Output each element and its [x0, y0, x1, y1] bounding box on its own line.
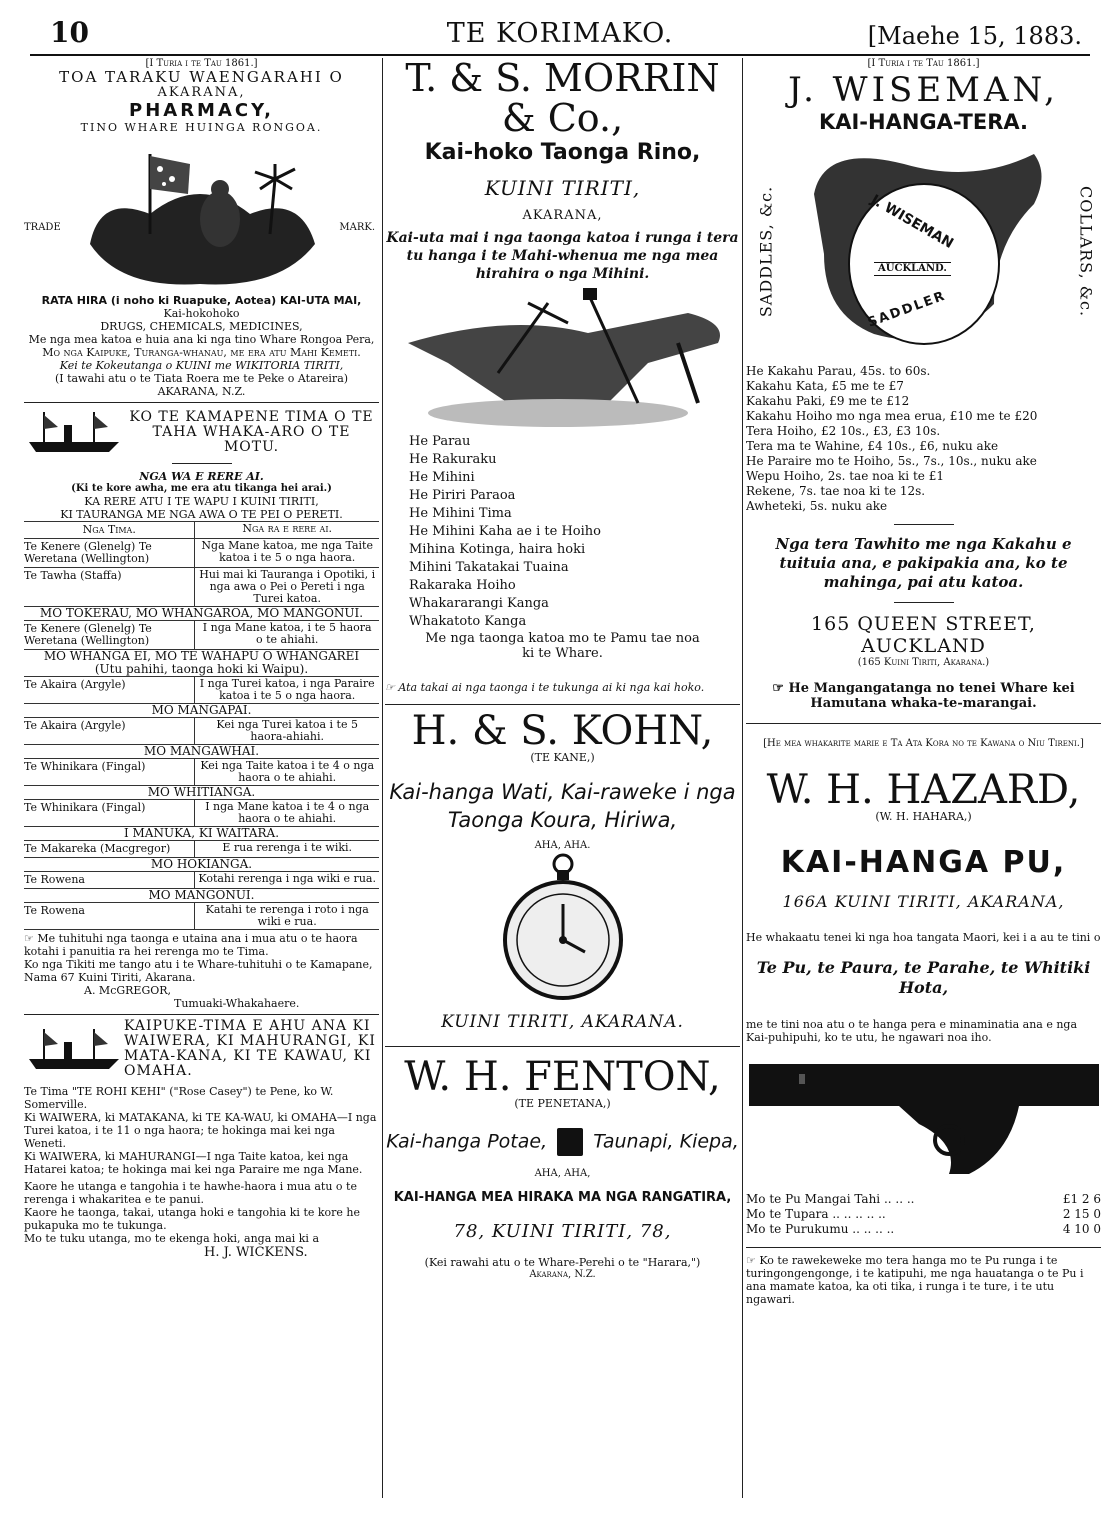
list-item: He Kakahu Parau, 45s. to 60s. — [746, 364, 931, 378]
morrin-ad: T. & S. MORRIN & Co., Kai-hoko Taonga Rino, KUINI TIRITI, AKARANA, Kai-uta mai i nga taonga katoa i runga i tera tu hanga i te Mahi-whenua me nga mea hirahira o nga Mihini. He Parau He Rakuraku He Mihini He Piriri Paraoa He Mihini Tima He Mihini Kaha ae i te Hoiho Mihina Kotinga, haira hoki Mihini Takatakai Tuaina Rakaraka Hoiho Whakararangi Kanga Whakatoto Kanga Me nga taonga katoa mo te Pamu tae noa ki te Whare. ☞ Ata takai ai nga taonga i te tukunga ai ki nga kai hoko. — [385, 58, 739, 694]
list-item: Kakahu Paki, £9 me te £12 — [746, 394, 910, 408]
column-1 — [24, 58, 379, 1498]
established-note: [I Turia i te Tau 1861.] — [145, 58, 258, 69]
list-item: Tera Hoiho, £2 10s., £3, £3 10s. — [746, 424, 941, 438]
column-rule — [742, 58, 743, 1498]
kiwi-flag-emblem-icon — [80, 134, 320, 294]
fenton-ad: W. H. FENTON, (TE PENETANA,) Kai-hanga Potae, Taunapi, Kiepa, AHA, AHA, KAI-HANGA MEA HIRAKA MA NGA RANGATIRA, 78, KUINI TIRITI, 78, (Kei rawahi atu o te Whare-Perehi o te "Harara,") Akarana, N.Z. — [386, 1054, 739, 1280]
pharmacy-ad — [24, 58, 379, 398]
trade-mark-illustration — [24, 134, 379, 294]
list-item: Whakararangi Kanga — [409, 596, 549, 611]
stamp-trade: SADDLER — [865, 288, 949, 331]
pointing-hand-icon: ☞ — [385, 681, 399, 694]
list-item: He Parau — [409, 434, 471, 449]
timetable-header: Nga Tima. Nga ra e rere ai. — [24, 522, 379, 539]
saddle-icon — [794, 134, 1054, 364]
pointing-hand-icon: ☞ — [24, 932, 38, 945]
gun-price-list — [746, 1192, 1101, 1237]
sailing-times: NGA WA E RERE AI. — [139, 470, 264, 483]
waiwera-heading: KAIPUKE-TIMA E AHU ANA KI WAIWERA, KI MAHURANGI, KI MATA-KANA, KI TE KAWAU, KI OMAHA. — [124, 1018, 376, 1079]
pocket-watch-icon — [493, 852, 633, 1002]
table-row: Te Tawha (Staffa) Hui mai ki Tauranga i Opotiki, i nga awa o Pei o Pereti i nga Turei katoa. — [24, 568, 379, 607]
wiseman-sub: KAI-HANGA-TERA. — [818, 110, 1029, 134]
table-row: Te Rowena Katahi te rerenga i roto i nga wiki e rua. — [24, 903, 379, 930]
list-item: Rekene, 7s. tae noa ki te 12s. — [746, 484, 926, 498]
kohn-heading: H. & S. KOHN, — [411, 708, 714, 754]
pharmacy-line1: TOA TARAKU WAENGARAHI O — [59, 68, 344, 86]
column-3 — [746, 58, 1101, 1498]
stamp-name: J. WISEMAN — [868, 192, 957, 252]
shotgun-icon — [749, 1044, 1099, 1184]
list-item: He Mihini Tima — [409, 506, 512, 521]
saddlery-price-list — [746, 364, 1101, 514]
wiseman-address: 165 QUEEN STREET, AUCKLAND — [811, 613, 1036, 657]
list-item: Mihini Takatakai Tuaina — [409, 560, 569, 575]
pharmacy-body: RATA HIRA (i noho ki Ruapuke, Aotea) KAI-UTA MAI, Kai-hokohoko DRUGS, CHEMICALS, MEDICINES, Me nga mea katoa e huia ana ki nga tino Whare Rongoa Pera, Mo nga Kaipuke, Turanga-whanau, me era atu Mahi Kemeti. Kei te Kokeutanga o KUINI me WIKITORIA TIRITI, (I tawahi atu o te Tiata Roera me te Peke o Atareira) AKARANA, N.Z. — [28, 294, 375, 398]
table-row: Te Kenere (Glenelg) Te Weretana (Wellington) Nga Mane katoa, me nga Taite katoa i te 5 o nga haora. — [24, 539, 379, 568]
list-item: He Mihini — [409, 470, 475, 485]
issue-date: [Maehe 15, 1883. — [867, 22, 1082, 50]
mark-label: MARK. — [339, 222, 375, 233]
table-row: Te Whinikara (Fingal) Kei nga Taite katoa i te 4 o nga haora o te ahiahi. — [24, 759, 379, 786]
hazard-heading: W. H. HAZARD, — [766, 767, 1081, 813]
pharmacy-sub: TINO WHARE HUINGA RONGOA. — [80, 121, 323, 134]
saddle-repair-note: Nga tera Tawhito me nga Kakahu e tuituia ana, e pakipakia ana, ko te mahinga, pai atu katoa. — [775, 535, 1072, 591]
collars-label: COLLARS, &c. — [1076, 185, 1096, 318]
masthead — [30, 14, 1090, 56]
hazard-title: KAI-HANGA PU, — [780, 845, 1067, 880]
table-row: Te Akaira (Argyle) I nga Turei katoa, i nga Paraire katoa i te 5 o nga haora. — [24, 677, 379, 704]
list-item: Kakahu Hoiho mo nga mea erua, £10 me te £20 — [746, 409, 1038, 423]
table-row: Te Whinikara (Fingal) I nga Mane katoa i te 4 o nga haora o te ahiahi. — [24, 800, 379, 827]
morrin-sub: Kai-hoko Taonga Rino, — [424, 140, 701, 165]
kohn-address: KUINI TIRITI, AKARANA. — [441, 1012, 684, 1032]
trade-label: TRADE — [24, 222, 61, 233]
plough-tools-icon — [388, 283, 738, 433]
wiseman-ad: [I Turia i te Tau 1861.] J. WISEMAN, KAI-HANGA-TERA. SADDLES, &c. COLLARS, &c. J. WISEMAN AUCKLAND. SADDLER He Kakahu Parau, 45s. to 60s. Kakahu Kata, £5 me te £7 Kakahu Paki, £9 me te £12 Kakahu Hoiho mo nga mea erua, £10 me te £20 Tera Hoiho, £2 10s., £3, £3 10s. Tera ma te Wahine, £4 10s., £6, nuku ake He Paraire mo te Hoiho, 5s., 7s., 10s., nuku ake Wepu Hoiho, 2s. tae noa ki te £1 Rekene, 7s. tae noa ki te 12s. Awheteki, 5s. nuku ake Nga tera Tawhito me nga Kakahu e tuituia ana, e pakipakia ana, ko te mahinga, pai atu katoa. 165 QUEEN STREET, AUCKLAND (165 Kuini Tiriti, Akarana.) ☞ He Mangangatanga no tenei Whare kei Hamutana whaka-te-marangai. — [746, 58, 1101, 711]
list-item: He Paraire mo te Hoiho, 5s., 7s., 10s., nuku ake — [746, 454, 1037, 468]
saddles-label: SADDLES, &c. — [756, 185, 776, 318]
hazard-ad: [He mea whakarite marie e Ta Ata Kora no te Kawana o Niu Tireni.] W. H. HAZARD, (W. H. HAHARA,) KAI-HANGA PU, 166A KUINI TIRITI, AKARANA, He whakaatu tenei ki nga hoa tangata Maori, kei i a au te tini o Te Pu, te Paura, te Parahe, te Whitiki Hota, me te tini noa atu o te hanga pera e minaminatia ana e nga Kai-puhipuhi, ko te utu, he ngawari noa iho. Mo te Pu Mangai Tahi .. .. .. £1 2 6 Mo te Tupara .. .. .. .. .. 2 15 0 Mo te Purukumu .. .. .. .. 4 10 0 ☞ Ko te rawekeweke mo tera hanga mo te Pu runga i te turingongengonge, i te katipuhi, me nga hauatanga o te Pu i ana mamate katoa, ka oti tika, i runga i te ture, i te utu ngawari. — [746, 738, 1101, 1306]
column-rule — [382, 58, 383, 1498]
pointing-hand-icon: ☞ — [772, 681, 789, 696]
list-item: Mo te Pu Mangai Tahi .. .. .. £1 2 6 — [746, 1192, 1101, 1206]
signature: H. J. WICKENS. — [204, 1245, 308, 1260]
list-item: He Mihini Kaha ae i te Hoiho — [409, 524, 601, 539]
newspaper-title: TE KORIMAKO. — [446, 18, 674, 49]
table-row: Te Akaira (Argyle) Kei nga Turei katoa i te 5 haora-ahiahi. — [24, 718, 379, 745]
pharmacy-heading: PHARMACY, — [129, 100, 274, 121]
list-item: Mo te Purukumu .. .. .. .. 4 10 0 — [746, 1222, 1101, 1236]
fenton-heading: W. H. FENTON, — [404, 1054, 721, 1100]
stamp-city: AUCKLAND. — [874, 262, 951, 276]
page-number: 10 — [50, 16, 89, 49]
list-item: Awheteki, 5s. nuku ake — [746, 499, 888, 513]
list-item: Rakaraka Hoiho — [409, 578, 516, 593]
list-item: Mihina Kotinga, haira hoki — [409, 542, 586, 557]
fenton-address: 78, KUINI TIRITI, 78, — [453, 1221, 672, 1242]
wiseman-heading: J. WISEMAN, — [788, 70, 1059, 110]
waiwera-steamship-ad: KAIPUKE-TIMA E AHU ANA KI WAIWERA, KI MAHURANGI, KI MATA-KANA, KI TE KAWAU, KI OMAHA. Te Tima "TE ROHI KEHI" ("Rose Casey") te Pene, ko W. Somerville. Ki WAIWERA, ki MATAKANA, ki TE KA-WAU, ki OMAHA—I nga Turei katoa, i te 11 o nga haora; te hokinga mai kei nga Weneti. Ki WAIWERA, ki MAHURANGI—I nga Taite katoa, kei nga Hatarei katoa; te hokinga mai kei nga Paraire me nga Mane. Kaore he utanga e tangohia i te hawhe-haora i mua atu o te rerenga i whakaritea e te panui. Kaore he taonga, takai, utanga hoki e tangohia ki te kore he pukapuka mo te tukunga. Mo te tuku utanga, mo te ekenga hoki, anga mai ki a H. J. WICKENS. — [24, 1019, 379, 1260]
kohn-ad: H. & S. KOHN, (TE KANE,) Kai-hanga Wati, Kai-raweke i nga Taonga Koura, Hiriwa, AHA, AHA. KUINI TIRITI, AKARANA. — [385, 711, 740, 1032]
steamship-icon — [24, 407, 124, 457]
saddle-illustration — [746, 134, 1101, 364]
list-item: He Rakuraku — [409, 452, 497, 467]
morrin-heading: T. & S. MORRIN & Co., — [405, 58, 720, 140]
list-item: Kakahu Kata, £5 me te £7 — [746, 379, 904, 393]
kohn-desc: Kai-hanga Wati, Kai-raweke i nga Taonga Koura, Hiriwa, — [389, 780, 736, 832]
table-row: Te Makareka (Macgregor) E rua rerenga i te wiki. — [24, 841, 379, 858]
column-2 — [385, 58, 740, 1498]
table-row: Te Kenere (Glenelg) Te Weretana (Wellington) I nga Mane katoa, i te 5 haora o te ahiahi. — [24, 621, 379, 650]
implement-list — [385, 433, 740, 631]
list-item: He Piriri Paraoa — [409, 488, 516, 503]
table-row: Te Rowena Kotahi rerenga i nga wiki e rua. — [24, 872, 379, 889]
list-item: Tera ma te Wahine, £4 10s., £6, nuku ake — [746, 439, 999, 453]
steamship-heading: KO TE KAMAPENE TIMA O TE TAHA WHAKA-ARO O TE MOTU. — [129, 408, 374, 455]
pharmacy-line2: AKARANA, — [157, 85, 246, 100]
list-item: Whakatoto Kanga — [409, 614, 527, 629]
top-hat-icon — [557, 1128, 583, 1156]
fenton-line: KAI-HANGA MEA HIRAKA MA NGA RANGATIRA, — [393, 1190, 732, 1205]
list-item: Mo te Tupara .. .. .. .. .. 2 15 0 — [746, 1207, 1101, 1221]
steamship-company-ad: KO TE KAMAPENE TIMA O TE TAHA WHAKA-ARO O TE MOTU. NGA WA E RERE AI. (Ki te kore awha, me era atu tikanga hei arai.) KA RERE ATU I TE WAPU I KUINI TIRITI, KI TAURANGA ME NGA AWA O TE PEI O PERETI. Nga Tima. Nga ra e rere ai. Te Kenere (Glenelg) Te Weretana (Wellington) Nga Mane katoa, me nga Taite katoa i te 5 o nga haora. Te Tawha (Staffa) Hui mai ki Tauranga i Opotiki, i nga awa o Pei o Pereti i nga Turei katoa. MO TOKERAU, MO WHANGAROA, MO MANGONUI. Te Kenere (Glenelg) Te Weretana (Wellington) I nga Mane katoa, i te 5 haora o te ahiahi. MO WHANGA EI, MO TE WAHAPU O WHANGAREI (Utu pahihi, taonga hoki ki Waipu). Te Akaira (Argyle) I nga Turei katoa, i nga Paraire katoa i te 5 o nga haora. MO MANGAPAI. Te Akaira (Argyle) Kei nga Turei katoa i te 5 haora-ahiahi. MO MANGAWHAI. Te Whinikara (Fingal) Kei nga Taite katoa i te 4 o nga haora o te ahiahi. MO WHITIANGA. Te Whinikara (Fingal) I nga Mane katoa i te 4 o nga haora o te ahiahi. I MANUKA, KI WAITARA. Te Makareka (Macgregor) E rua rerenga i te wiki. MO HOKIANGA. Te Rowena Kotahi rerenga i nga wiki e rua. MO MANGONUI. Te Rowena Katahi te rerenga i roto i nga wiki e rua. ☞ Me tuhituhi nga taonga e utaina ana i mua atu o te haora kotahi i panuitia ra hei rerenga mo te Tima. Ko nga Tikiti me tango atu i te Whare-tuhituhi o te Kamapane, Nama 67 Kuini Tiriti, Akarana. A. McGREGOR, Tumuaki-Whakahaere. — [24, 407, 379, 1010]
pointing-hand-icon: ☞ — [746, 1254, 760, 1267]
morrin-desc: Kai-uta mai i nga taonga katoa i runga i tera tu hanga i te Mahi-whenua me nga mea hirahira o nga Mihini. — [386, 230, 739, 282]
list-item: Wepu Hoiho, 2s. tae noa ki te £1 — [746, 469, 944, 483]
steamship-icon — [24, 1024, 124, 1074]
hazard-address: 166A KUINI TIRITI, AKARANA, — [782, 892, 1065, 911]
